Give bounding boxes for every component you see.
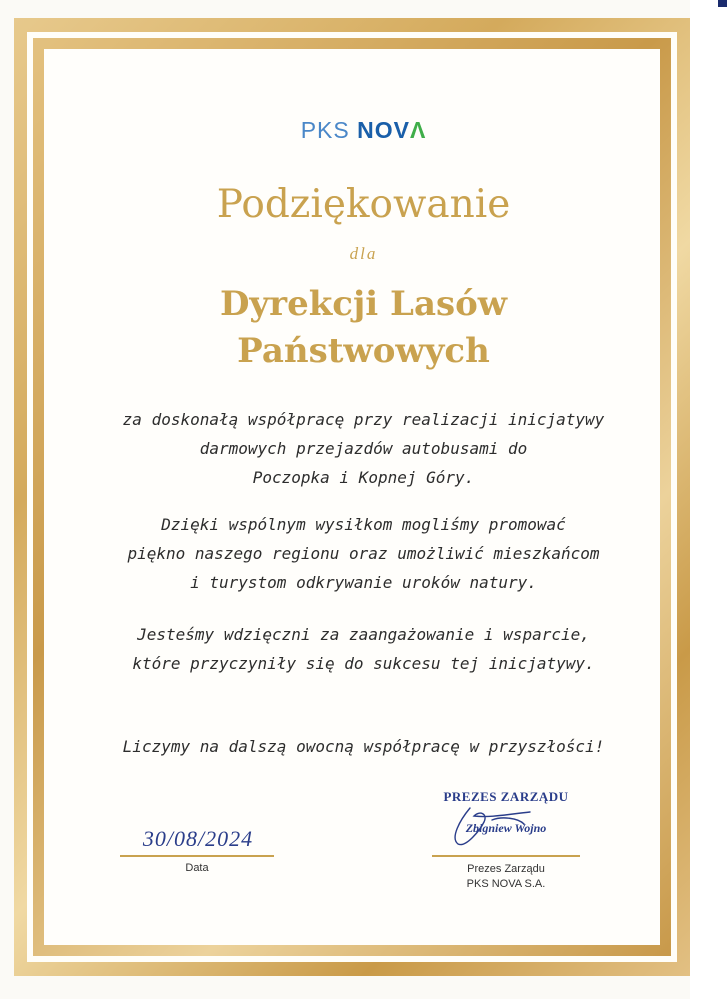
paragraph-line: Jesteśmy wdzięczni za zaangażowanie i wsparcie, — [137, 625, 590, 644]
recipient-line-2: Państwowych — [237, 331, 490, 371]
stamp-name: Zbigniew Wojno — [465, 821, 547, 835]
paragraph-line: i turystom odkrywanie uroków natury. — [190, 573, 537, 592]
paragraph-line: Poczopka i Kopnej Góry. — [252, 468, 475, 487]
signatory-role — [432, 862, 580, 892]
stamp-title: PREZES ZARZĄDU — [443, 789, 569, 804]
dla-text: dla — [349, 244, 378, 263]
paragraph-3 — [0, 620, 727, 678]
scan-corner-mark — [718, 0, 727, 7]
paragraph-line: Dzięki wspólnym wysiłkom mogliśmy promować — [161, 515, 566, 534]
date-label: Data — [185, 862, 209, 874]
logo-pks-text: PKS — [300, 117, 350, 143]
closing-line: Liczymy na dalszą owocną współpracę w przyszłości! — [122, 737, 605, 756]
certificate-title: Podziękowanie — [216, 182, 511, 227]
paragraph-line: za doskonałą współpracę przy realizacji inicjatywy — [122, 410, 605, 429]
pks-nova-logo — [0, 117, 727, 144]
paragraph-2 — [0, 510, 727, 597]
logo-nova-text: NOV — [357, 117, 410, 143]
role-line-2: PKS NOVA S.A. — [466, 878, 546, 890]
logo-nova-accent: Λ — [409, 117, 427, 143]
date-underline — [120, 855, 274, 857]
handwritten-date: 30/08/2024 — [142, 826, 254, 851]
recipient-name — [0, 281, 727, 375]
paragraph-line: piękno naszego regionu oraz umożliwić mieszkańcom — [127, 544, 600, 563]
scan-edge — [690, 0, 727, 999]
paragraph-1 — [0, 405, 727, 492]
recipient-line-1: Dyrekcji Lasów — [219, 284, 508, 324]
paragraph-line: które przyczyniły się do sukcesu tej inicjatywy. — [132, 654, 595, 673]
signature-underline — [432, 855, 580, 857]
paragraph-line: darmowych przejazdów autobusami do — [199, 439, 528, 458]
role-line-1: Prezes Zarządu — [467, 863, 545, 875]
